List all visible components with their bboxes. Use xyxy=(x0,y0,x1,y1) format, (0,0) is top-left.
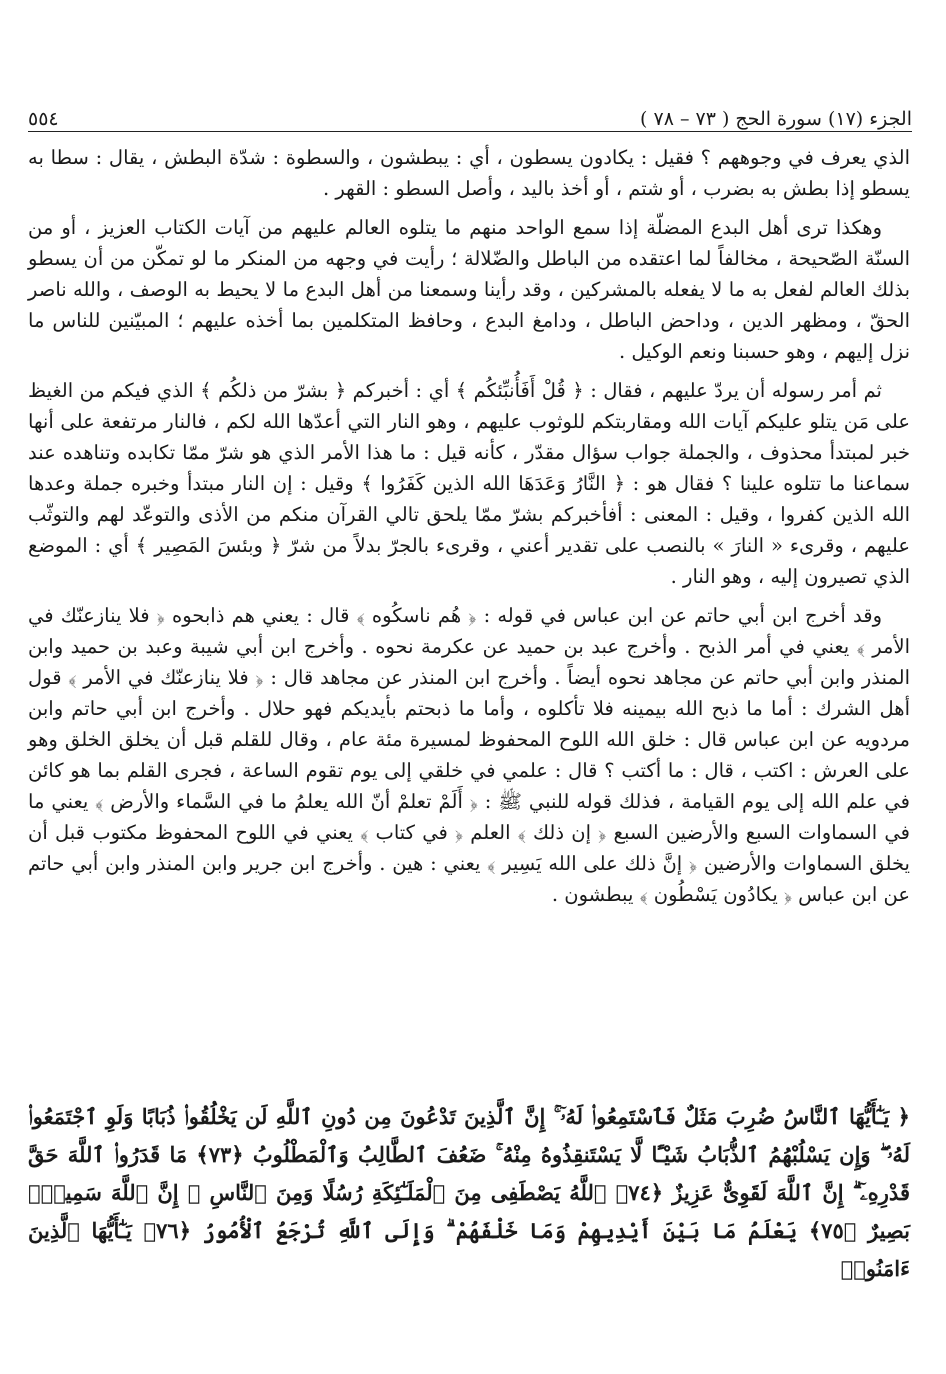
paragraph: وهكذا ترى أهل البدع المضلّة إذا سمع الواحد منهم ما يتلوه العالم عليهم من آيات الكتاب العزيز ، أو من السنّة الصّحيحة ، مخالفاً لما اعتقده من الباطل والضّلالة ؛ رأيت في وجهه من المنكر ما لو تمكّن من أن يسطو بذلك العالم لفعل به ما لا يفعله بالمشركين ، وقد رأينا وسمعنا من أهل البدع ما لا يحيط به الوصف ، والله ناصر الحقّ ، ومظهر الدين ، وداحض الباطل ، ودامغ البدع ، وحافظ المتكلمين بما أخذه عليهم ؛ المبيّنين للناس ما نزل إليهم ، وهو حسبنا ونعم الوكيل . xyxy=(28,216,910,363)
page-number: ٥٥٤ xyxy=(28,108,59,130)
header-divider xyxy=(28,131,912,132)
quran-verses: ﴿ يَـٰٓأَيُّهَا ٱلنَّاسُ ضُرِبَ مَثَلٌ فَٱسْتَمِعُوا۟ لَهُۥٓ ۚ إِنَّ ٱلَّذِينَ تَدْعُونَ مِن دُونِ ٱللَّهِ لَن يَخْلُقُوا۟ ذُبَابًا وَلَوِ ٱجْتَمَعُوا۟ لَهُۥ ۖ وَإِن يَسْلُبْهُمُ ٱلذُّبَابُ شَيْـًٔا لَّا يَسْتَنقِذُوهُ مِنْهُ ۚ ضَعُفَ ٱلطَّالِبُ وَٱلْمَطْلُوبُ ﴿٧٣﴾ مَا قَدَرُوا۟ ٱللَّهَ حَقَّ قَدْرِهِۦٓ ۗ إِنَّ ٱللَّهَ لَقَوِىٌّ عَزِيزٌ ﴿٧٤﴾ ٱللَّهُ يَصْطَفِى مِنَ ٱلْمَلَـٰٓئِكَةِ رُسُلًا وَمِنَ ٱلنَّاسِ ۚ إِنَّ ٱللَّهَ سَمِيعٌۢ بَصِيرٌ ﴿٧٥﴾ يَعْلَمُ مَا بَيْنَ أَيْدِيهِمْ وَمَا خَلْفَهُمْ ۗ وَإِلَى ٱللَّهِ تُرْجَعُ ٱلْأُمُورُ ﴿٧٦﴾ يَـٰٓأَيُّهَا ٱلَّذِينَ ءَامَنُوا۟ xyxy=(28,1104,911,1281)
paragraph: الذي يعرف في وجوههم ؟ فقيل : يكادون يسطون ، أي : يبطشون ، والسطوة : شدّة البطش ، يقال : سطا به يسطو إذا بطش به بضرب ، أو شتم ، أو أخذ باليد ، وأصل السطو : القهر . xyxy=(28,146,910,200)
page-header xyxy=(28,100,912,130)
paragraph: وقد أخرج ابن أبي حاتم عن ابن عباس في قوله : ﴿ هُم ناسكُوه ﴾ قال : يعني هم ذابحوه ﴿ فلا ينازعنّك في الأمر ﴾ يعني في أمر الذبح . وأخرج عبد بن حميد عن عكرمة نحوه . وأخرج ابن أبي شيبة وعبد بن حميد وابن المنذر وابن أبي حاتم عن مجاهد نحوه أيضاً . وأخرج ابن المنذر عن مجاهد قال : ﴿ فلا ينازعنّك في الأمر ﴾ قول أهل الشرك : أما ما ذبح الله بيمينه فلا تأكلوه ، وأما ما ذبحتم بأيديكم فهو حلال . وأخرج ابن أبي حاتم وابن مردويه عن ابن عباس قال : خلق الله اللوح المحفوظ لمسيرة مئة عام ، وقال للقلم قبل أن يخلق الخلق وهو على العرش : اكتب ، قال : ما أكتب ؟ قال : علمي في خلقي إلى يوم تقوم الساعة ، فجرى القلم بما هو كائن في علم الله إلى يوم القيامة ، فذلك قوله للنبي ﷺ : ﴿ أَلَمْ تعلمْ أنّ الله يعلمُ ما في السَّماء والأرض ﴾ يعني ما في السماوات السبع والأرضين السبع ﴿ إن ذلك ﴾ العلم ﴿ في كتاب ﴾ يعني في اللوح المحفوظ مكتوب قبل أن يخلق السماوات والأرضين ﴿ إنَّ ذلك على الله يَسِير ﴾ يعني : هين . وأخرج ابن جرير وابن المنذر وابن أبي حاتم عن ابن عباس ﴿ يكادُون يَسْطُون ﴾ يبطشون . xyxy=(28,604,910,906)
running-title: الجزء (١٧) سورة الحج ( ٧٣ – ٧٨ ) xyxy=(640,108,912,130)
paragraph: ثم أمر رسوله أن يردّ عليهم ، فقال : ﴿ قُلْ أَفَأُنبِّئكُم ﴾ أي : أخبركم ﴿ بشرّ من ذلكُم ﴾ الذي فيكم من الغيظ على مَن يتلو عليكم آيات الله ومقاربتكم للوثوب عليهم ، وهو النار التي أعدّها الله لكم ، فالنار مرتفعة على أنها خبر لمبتدأ محذوف ، والجملة جواب سؤال مقدّر ، كأنه قيل : ما هذا الأمر الذي هو شرّ ممّا تكابده وتناهده عند سماعنا ما تتلوه علينا ؟ فقال هو : ﴿ النَّارُ وَعَدَهَا الله الذين كَفَرُوا ﴾ وقيل : إن النار مبتدأ وخبره جملة وعدها الله الذين كفروا ، وقيل : المعنى : أفأخبركم بشرّ ممّا يلحق تالي القرآن منكم من الأذى والتوعّد لهم والتوثّب عليهم ، وقرىء « النارَ » بالنصب على تقدير أعني ، وقرىء بالجرّ بدلاً من شرّ ﴿ وبئسَ المَصِير ﴾ أي : الموضع الذي تصيرون إليه ، وهو النار . xyxy=(28,379,911,588)
commentary-body xyxy=(28,142,910,918)
